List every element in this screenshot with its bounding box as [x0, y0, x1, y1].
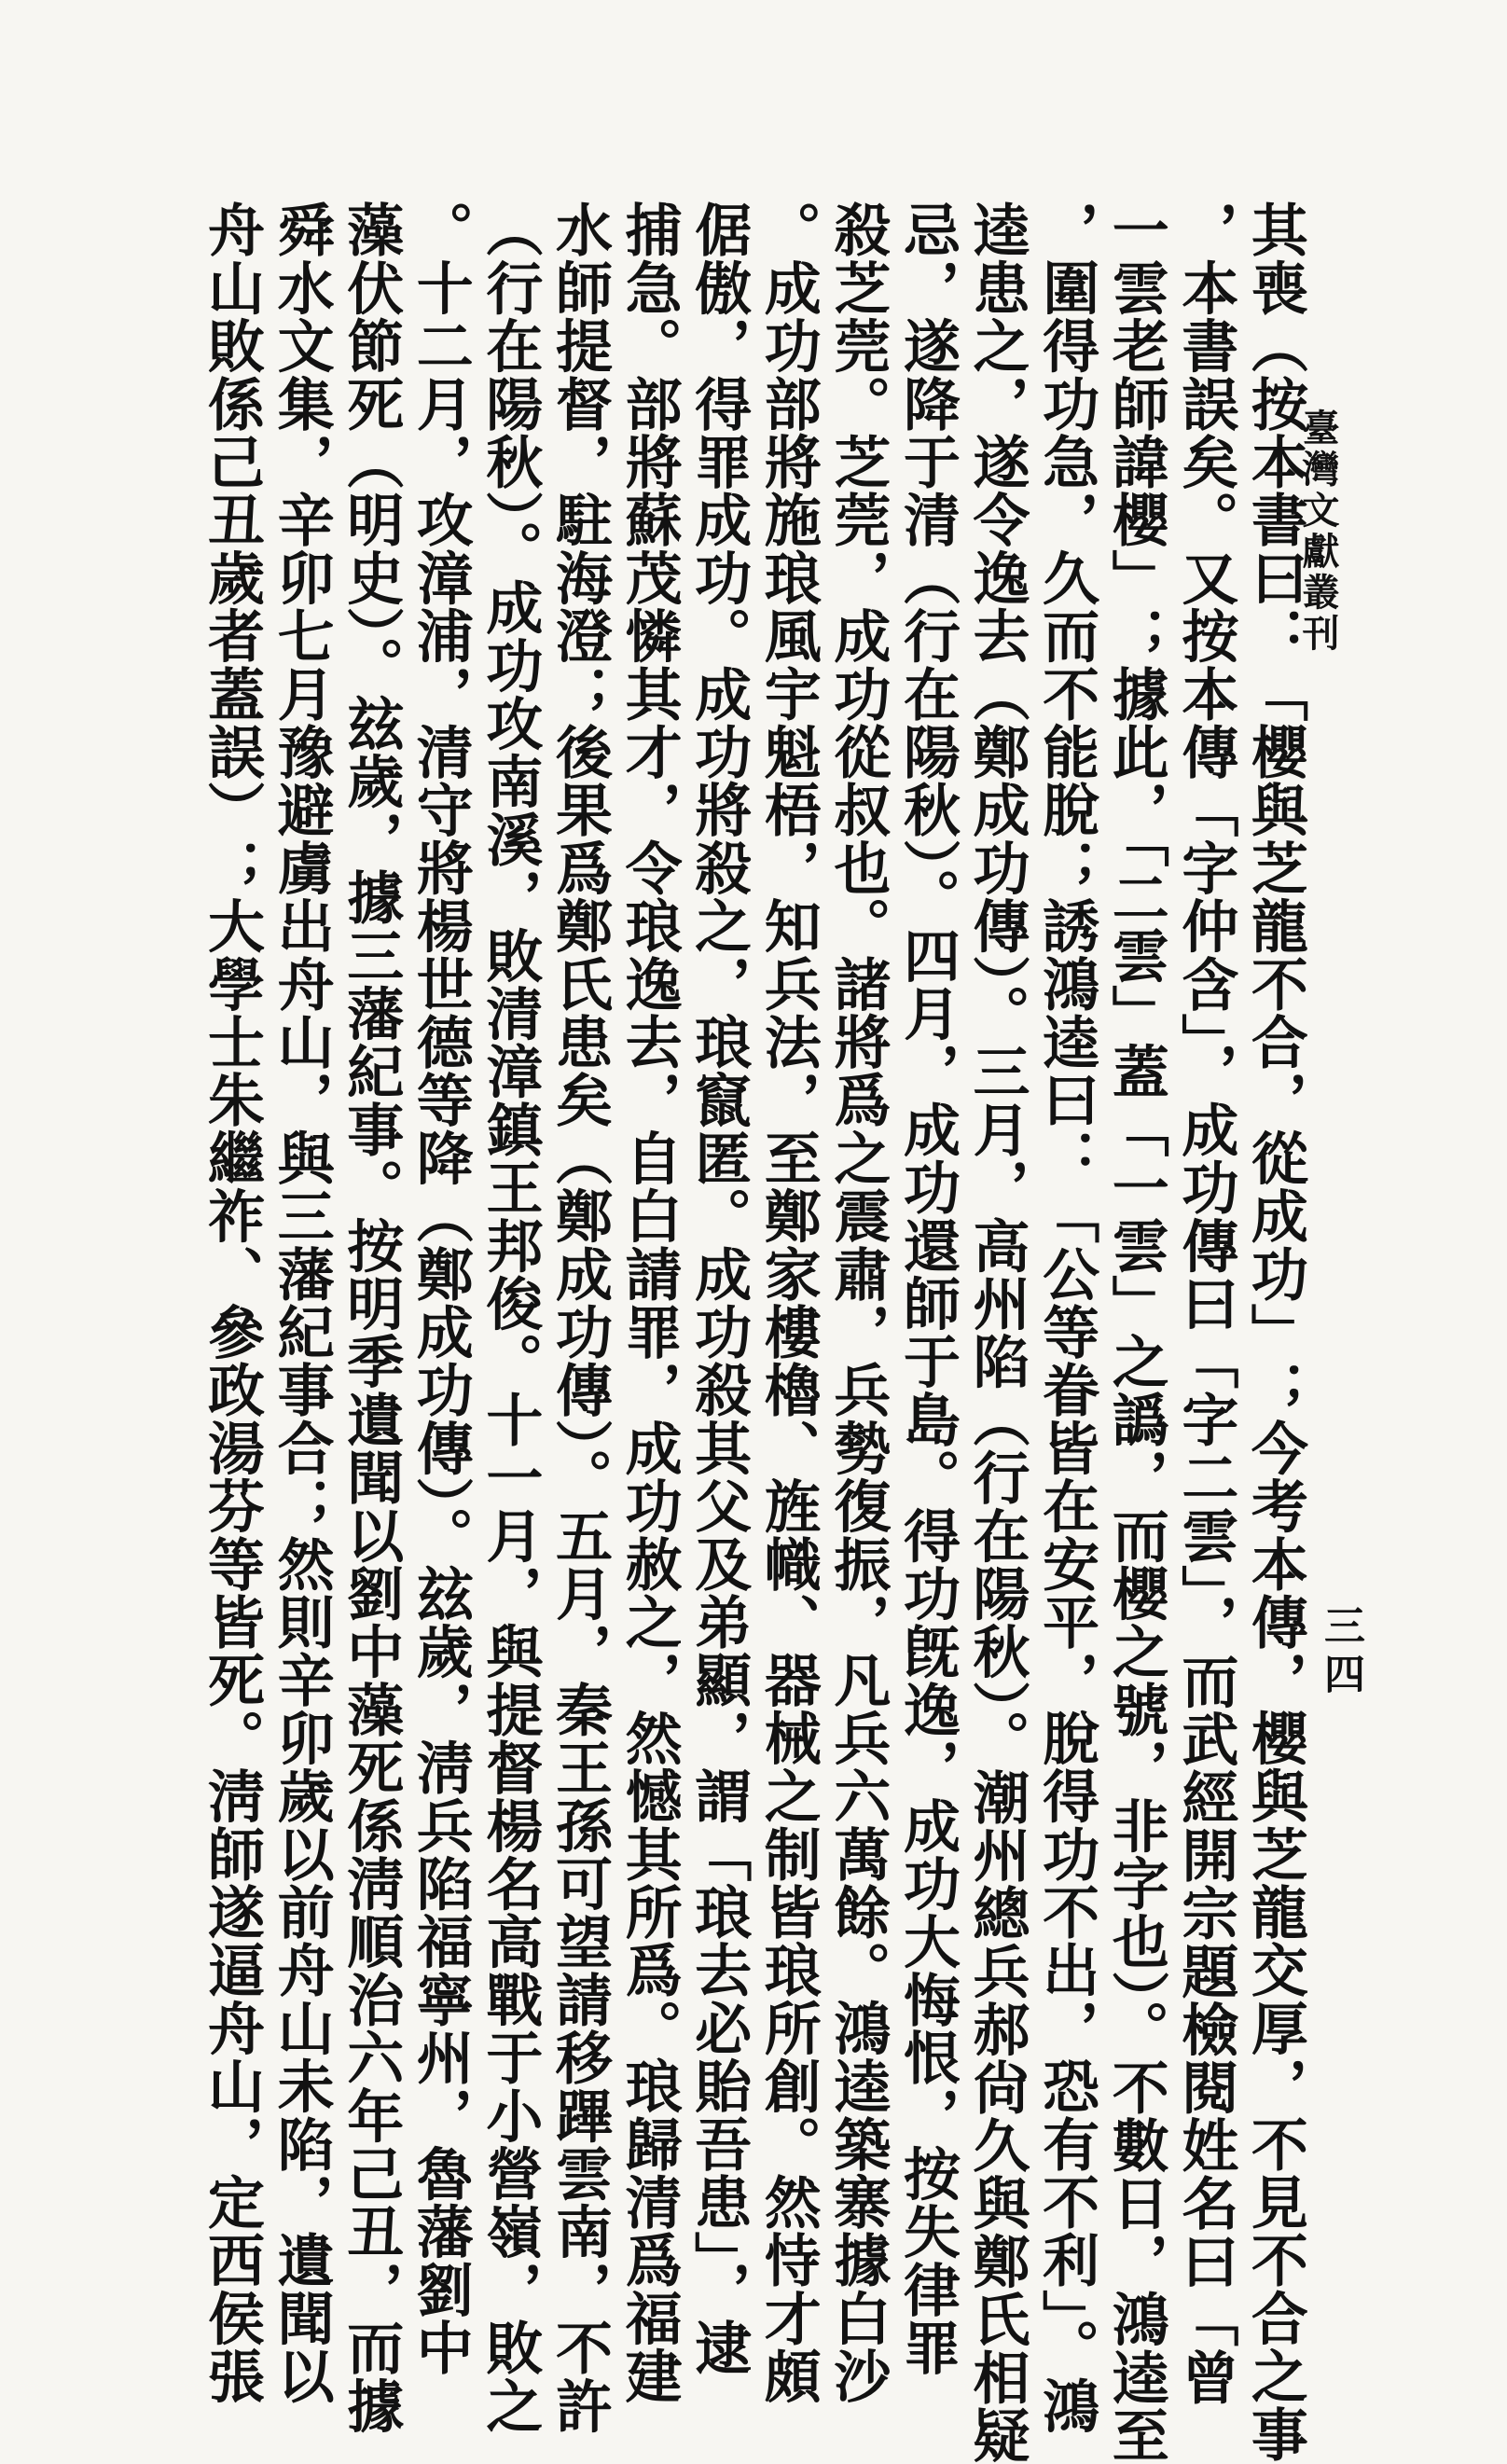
text-column: 忌，遂降于清（行在陽秋）。四月，成功還師于島。得功旣逸，成功大悔恨，按失律罪 — [893, 201, 961, 2377]
text-column: 藻伏節死（明史）。玆歲，據三藩紀事。按明季遺聞以劉中藻死係淸順治六年己丑，而據 — [338, 201, 405, 2435]
text-column: 一雲老師諱櫻」；據此，「二雲」蓋「一雲」之譌，而櫻之號，非字也）。不數日，鴻逵至 — [1102, 201, 1169, 2464]
page-number: 三四 — [1317, 1604, 1364, 1701]
text-column: 其喪（按本書曰：「櫻與芝龍不合，從成功」；今考本傳，櫻與芝龍交厚，不見不合之事 — [1241, 201, 1308, 2463]
text-column: （行在陽秋）。成功攻南溪，敗清漳鎮王邦俊。十一月，與提督楊名高戰于小營嶺，敗之 — [477, 201, 544, 2435]
text-column: 。成功部將施琅風宇魁梧，知兵法，至鄭家樓櫓、旌幟、器械之制皆琅所創。然恃才頗 — [754, 201, 822, 2405]
text-column: 倨傲，得罪成功。成功將殺之，琅竄匿。成功殺其父及弟顯，謂「琅去必貽吾患」，逮 — [685, 201, 753, 2377]
text-column: ，圍得功急，久而不能脫；誘鴻逵曰：「公等眷皆在安平，脫得功不出，恐有不利」。鴻 — [1033, 201, 1100, 2435]
text-column: 捕急。部將蘇茂憐其才，令琅逸去，自白請罪，成功赦之，然憾其所爲。琅歸清爲福建 — [615, 201, 683, 2405]
text-column: 。十二月，攻漳浦，清守將楊世德等降（鄭成功傳）。玆歲，淸兵陷福寧州，魯藩劉中 — [407, 201, 474, 2377]
text-column: 逵患之，遂令逸去（鄭成功傳）。三月，高州陷（行在陽秋）。潮州總兵郝尙久與鄭氏相疑 — [963, 201, 1030, 2464]
text-column: 殺芝莞。芝莞，成功從叔也。諸將爲之震肅，兵勢復振，凡兵六萬餘。鴻逵築寨據白沙 — [824, 201, 892, 2405]
text-column: 舟山敗係己丑歲者蓋誤）；大學士朱繼祚、參政湯芬等皆死。淸師遂逼舟山，定西侯張 — [199, 201, 265, 2405]
text-column: 舜水文集，辛卯七月豫避虜出舟山，與三藩紀事合；然則辛卯歲以前舟山未陷，遺聞以 — [268, 201, 335, 2405]
text-column: 水師提督，駐海澄；後果爲鄭氏患矣（鄭成功傳）。五月，秦王孫可望請移蹕雲南，不許 — [546, 201, 613, 2435]
text-column: ，本書誤矣。又按本傳「字仲含」，成功傳曰「字二雲」，而武經開宗題檢閱姓名曰「曾 — [1172, 201, 1239, 2406]
running-title: 臺灣文獻叢刊 — [1296, 408, 1340, 655]
body-text — [199, 201, 1308, 2464]
